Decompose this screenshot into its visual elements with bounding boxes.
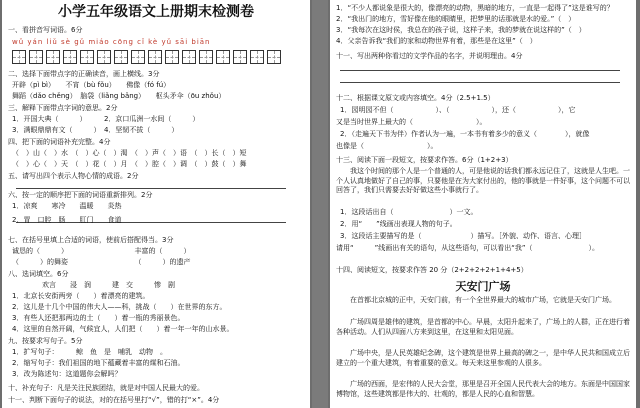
section-8-row-4: 4．这里的自然开阔，气候宜人，人们把（ ）着一年一年的山水景。 — [12, 325, 234, 333]
char-box[interactable] — [97, 50, 111, 64]
section-5-heading: 五、请写出四个表示人物心情的成语。2分 — [8, 172, 139, 180]
section-1-heading: 一、看拼音写词语。6分 — [8, 26, 83, 34]
article-title: 天安门广场 — [455, 280, 511, 293]
section-6-row-1: 1．凉爽 寒冷 温暖 炎热 — [12, 202, 122, 210]
article-paragraph-1: 在首都北京城的正中，天安门前，有一个全世界最大的城市广场，它就是天安门广场。 — [350, 296, 616, 304]
section-9-heading: 九、按要求写句子。5分 — [8, 337, 83, 345]
exam-title: 小学五年级语文上册期末检测卷 — [58, 4, 254, 20]
section-1-pinyin: wǔ yán liǔ sè gǔ miáo cōng cǐ kè yǔ sāi biān — [12, 38, 211, 46]
section-9-row-1: 1．扩写句子： 鲸 鱼 是 哺乳 动物 。 — [12, 348, 167, 356]
char-box[interactable] — [63, 50, 77, 64]
section-12-row-3: 2．（走遍天下书为伴）作者认为一遍，一本书有着多少的意义（ ），就像 — [340, 130, 590, 138]
character-grid — [12, 50, 281, 64]
section-9-row-3: 3．改为陈述句：这道题你会解吗？ — [12, 370, 122, 378]
section-8-row-3: 3．有些人还把那两边的土（ ）着一瓶的秀丽景色。 — [12, 314, 185, 322]
section-2-row-1: 开辟（pì bì） 不宵（bù fǒu） 佛像（fó fú） — [12, 81, 171, 89]
section-7-heading: 七、在括号里填上合适的词语，使前后搭配得当。3分 — [8, 236, 174, 244]
char-box[interactable] — [46, 50, 60, 64]
char-box[interactable] — [148, 50, 162, 64]
section-11-heading: 十一、写出两种你看过的文学作品的名字，并说明理由。4分 — [336, 52, 523, 60]
section-4-heading: 四、把下面的词语补充完整。4分 — [8, 138, 111, 146]
section-6-row-2: 2．胃 口腔 肠 肛门 食道 — [12, 216, 122, 224]
section-8-row-1: 1．北京长安街两旁（ ）着漂亮的建筑。 — [12, 292, 150, 300]
char-box[interactable] — [233, 50, 247, 64]
section-4-row-1: （ ）山（ ）水 （ ）心（ ）渴 （ ）声（ ）语 （ ）长（ ）短 — [12, 149, 247, 157]
section-3-row-2: 3．满眼鼎鼎有文（ ） 4．坚韧不拔（ ） — [12, 126, 179, 134]
exam-page-right — [330, 0, 636, 408]
char-box[interactable] — [199, 50, 213, 64]
char-box[interactable] — [12, 50, 26, 64]
char-box[interactable] — [267, 50, 281, 64]
answer-line[interactable] — [340, 82, 620, 83]
section-13-q4: 请用“ ”线画出有关的语句，从这些语句，可以看出“我”（ ）。 — [336, 244, 600, 252]
answer-line[interactable] — [340, 70, 620, 71]
article-paragraph-2: 广场四周是雄伟的建筑，是首都的中心。早晨，太阳升起来了，广场上的人群，正在进行着各种活动。人们从四面八方来到这里，在这里和太阳见面。 — [336, 318, 630, 336]
section-13-q1: 1．这段话出自（ ）一文。 — [340, 208, 478, 216]
section-2-row-2: 舞蹈（dǎo chěng） 脑袋（liǎng bǎng） 枢头矛伞（ōu zhǒu） — [12, 92, 226, 100]
section-12-row-2: 又是当时世界上最大的（ ）。 — [336, 118, 487, 126]
char-box[interactable] — [131, 50, 145, 64]
judge-row-3: 3．“我每次在这时侯，我总在的孩子说，这样子来，我的梦就在说这样的”（ ） — [336, 26, 586, 34]
section-3-heading: 三、解释下面带点字词的意思。2分 — [8, 104, 118, 112]
judge-row-4: 4．父亲告诉我“我们的家和动物世界有着，那些是在这里”（ ） — [336, 37, 537, 45]
article-paragraph-3: 广场中央，是人民英雄纪念碑，这个建筑是世界上最高的碑之一，是中华人民共和国成立后建立的一个重大建筑，有着重要的意义。每天来这里参观的人很多。 — [336, 349, 630, 367]
page-gutter — [312, 0, 328, 408]
section-8-row-2: 2．这儿是十几个中国的伟大人——科，挑战（ ）在世界的东方。 — [12, 303, 227, 311]
section-12-row-1: 1．园明园不但（ ）、（ ），还（ ），它 — [340, 106, 576, 114]
section-13-q3: 3．这段话主要描写的是（ ）描写。［外貌、动作、语言、心理］ — [340, 232, 586, 240]
section-12-row-4: 也像是（ ）。 — [336, 142, 438, 150]
section-7-row-2: （ ）的舞姿 （ ）的遗产 — [12, 258, 191, 266]
section-4-row-2: （ ）心（ ）天 （ ）花（ ）月 （ ）腔（ ）调 （ ）鼓（ ）舞 — [12, 160, 247, 168]
judge-row-1: 1．“不少人都说象是很大的，像漂亮的动物，黑暗的地方，一直是一起得了”这是谁写的？ — [336, 4, 614, 12]
char-box[interactable] — [250, 50, 264, 64]
char-box[interactable] — [80, 50, 94, 64]
section-6-heading: 六、按一定的顺序把下面的词语重新排列。2分 — [8, 191, 153, 199]
char-box[interactable] — [29, 50, 43, 64]
exam-page-left — [2, 0, 310, 408]
section-3-row-1: 1．开国大典（ ） 2．京口瓜洲一水间（ ） — [12, 115, 200, 123]
answer-line[interactable] — [16, 188, 286, 189]
section-9-row-2: 2．缩写句子：我们祖国的地下蕴藏着丰富的煤和石油。 — [12, 359, 185, 367]
section-13-passage: 我这个时间的那个人是一个普通的人，可是他说的话我们都永远记住了，这就是人生吧。一个人认真地做好了自己的事，只要他是在为大家付出的，他的事就是一件好事，这个问题不可以回答了，我们只需要去好好做这些小事就行了。 — [336, 167, 630, 195]
section-13-q2: 2．用“ ”线画出表现人物的句子。 — [340, 220, 457, 228]
section-8-heading: 八、选词填空。6分 — [8, 270, 69, 278]
article-paragraph-4: 广场的西面，是宏伟的人民大会堂，那里是召开全国人民代表大会的地方。东面是中国国家博物馆，这些建筑都是伟大的、壮观的，都是人民的心血和智慧。 — [336, 380, 630, 398]
section-8-word-bank: 欢言 浸 润 建 交 惨 剧 — [42, 281, 175, 289]
section-10-heading: 十、补充句子：凡是关注民族团结，就是对中国人民最大的爱。 — [8, 384, 204, 392]
char-box[interactable] — [182, 50, 196, 64]
section-2-heading: 二、选择下面带点字的正确读音，画上横线。3分 — [8, 70, 160, 78]
char-box[interactable] — [165, 50, 179, 64]
section-14-heading: 十四、阅读短文，按要求作答 20 分（2+2+2+2+1+4+5） — [336, 266, 528, 274]
section-12-heading: 十二、根据课文原文或内容填空。4分（2.5+1.5） — [336, 94, 495, 102]
char-box[interactable] — [114, 50, 128, 64]
section-7-row-1: 诚恳的（ ） 丰富的（ ） — [12, 247, 191, 255]
judge-row-2: 2．“我出门的地方，雪好像在他的眼睛里，把梦里的话那就是水的爱。”（ ） — [336, 15, 576, 23]
section-10b-heading: 十一、判断下面句子的说法，对的在括号里打“√”，错的打“×”。4分 — [8, 396, 220, 404]
char-box[interactable] — [216, 50, 230, 64]
section-13-heading: 十三、阅读下面一段短文，按要求作答。6分（1+2+3） — [336, 156, 513, 164]
